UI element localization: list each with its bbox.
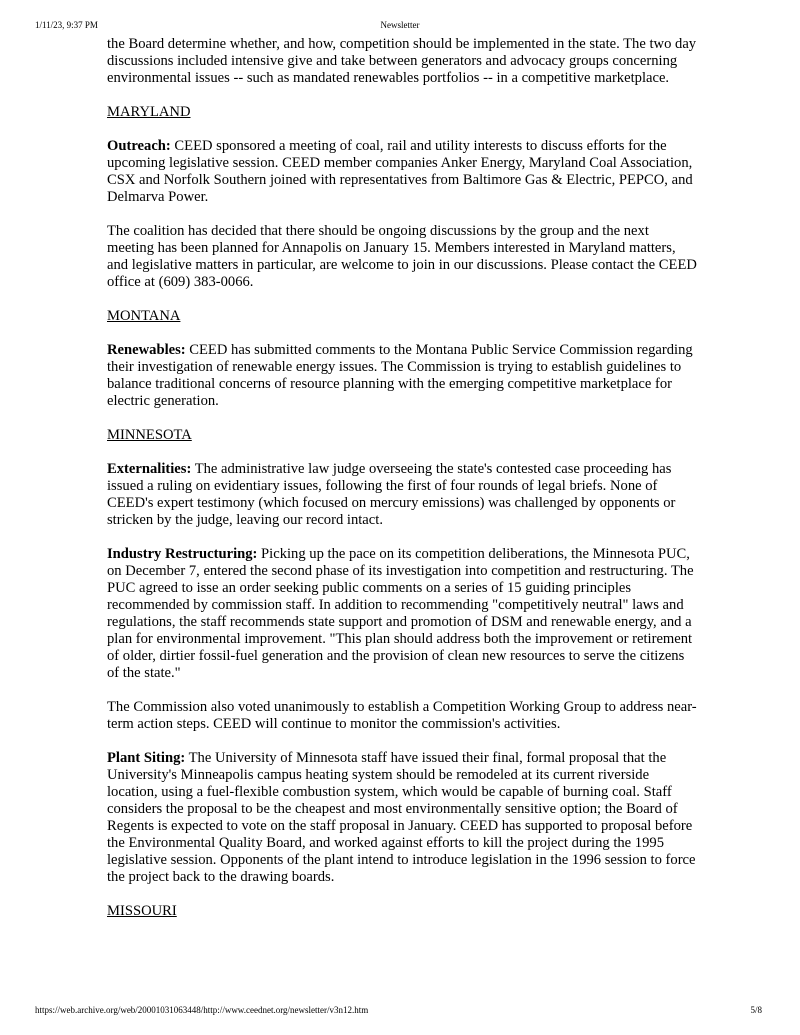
print-header-datetime: 1/11/23, 9:37 PM <box>35 20 98 30</box>
minnesota-working-group-paragraph: The Commission also voted unanimously to establish a Competition Working Group to address near-term action steps. CEED will continue to monitor the commission's activities. <box>107 699 697 732</box>
section-heading-montana: MONTANA <box>107 308 181 324</box>
restructuring-text: Picking up the pace on its competition deliberations, the Minnesota PUC, on December 7, entered the second phase of its investigation into competition and restructuring. The PUC agreed to isse an order seeking public comments on a series of 15 guiding principles recommended by commission staff. In addition to recommending "competitively neutral" laws and regulations, the staff recommends state support and promotion of DSM and renewable energy, and a plan for environmental improvement. "This plan should address both the improvement or retirement of older, dirtier fossil-fuel generation and the provision of clean new resources to serve the citizens of the state." <box>107 546 694 681</box>
renewables-label: Renewables: <box>107 342 186 358</box>
maryland-coalition-paragraph: The coalition has decided that there should be ongoing discussions by the group and the next meeting has been planned for Annapolis on January 15. Members interested in Maryland matters, and legislative matters in particular, are welcome to join in our discussions. Please contact the CEED office at (609) 383-0066. <box>107 223 697 290</box>
print-header-title: Newsletter <box>380 20 420 30</box>
article-body <box>107 36 697 937</box>
section-heading-maryland: MARYLAND <box>107 104 191 120</box>
externalities-label: Externalities: <box>107 461 192 477</box>
minnesota-restructuring-paragraph <box>107 546 697 682</box>
montana-renewables-paragraph <box>107 342 697 410</box>
print-footer-url: https://web.archive.org/web/20001031063448/http://www.ceednet.org/newsletter/v3n12.htm <box>35 1005 369 1015</box>
outreach-text: CEED sponsored a meeting of coal, rail and utility interests to discuss efforts for the upcoming legislative session. CEED member companies Anker Energy, Maryland Coal Association, CSX and Norfolk Southern joined with representatives from Baltimore Gas & Electric, PEPCO, and Delmarva Power. <box>107 138 693 205</box>
renewables-text: CEED has submitted comments to the Montana Public Service Commission regarding their investigation of renewable energy issues. The Commission is trying to establish guidelines to balance traditional concerns of resource planning with the emerging competitive marketplace for electric generation. <box>107 342 693 409</box>
externalities-text: The administrative law judge overseeing the state's contested case proceeding has issued a ruling on evidentiary issues, following the first of four rounds of legal briefs. None of CEED's expert testimony (which focused on mercury emissions) was challenged by opponents or stricken by the judge, leaving our record intact. <box>107 461 676 528</box>
minnesota-externalities-paragraph <box>107 461 697 529</box>
outreach-label: Outreach: <box>107 138 171 154</box>
plant-siting-label: Plant Siting: <box>107 750 186 766</box>
restructuring-label: Industry Restructuring: <box>107 546 258 562</box>
maryland-outreach-paragraph <box>107 138 697 206</box>
section-heading-minnesota: MINNESOTA <box>107 427 192 443</box>
minnesota-plant-siting-paragraph <box>107 750 697 886</box>
print-footer-page-number: 5/8 <box>750 1005 762 1015</box>
intro-continued-paragraph: the Board determine whether, and how, competition should be implemented in the state. The two day discussions included intensive give and take between generators and advocacy groups concerning environmental issues -- such as mandated renewables portfolios -- in a competitive marketplace. <box>107 36 697 86</box>
section-heading-missouri: MISSOURI <box>107 903 177 919</box>
plant-siting-text: The University of Minnesota staff have issued their final, formal proposal that the University's Minneapolis campus heating system should be remodeled at its current riverside location, using a fuel-flexible combustion system, which would be capable of burning coal. Staff considers the proposal to be the cheapest and most environmentally sensitive option; the Board of Regents is expected to vote on the staff proposal in January. CEED has supported to proposal before the Environmental Quality Board, and worked against efforts to kill the project during the 1995 legislative session. Opponents of the plant intend to introduce legislation in the 1996 session to force the project back to the drawing boards. <box>107 750 696 885</box>
